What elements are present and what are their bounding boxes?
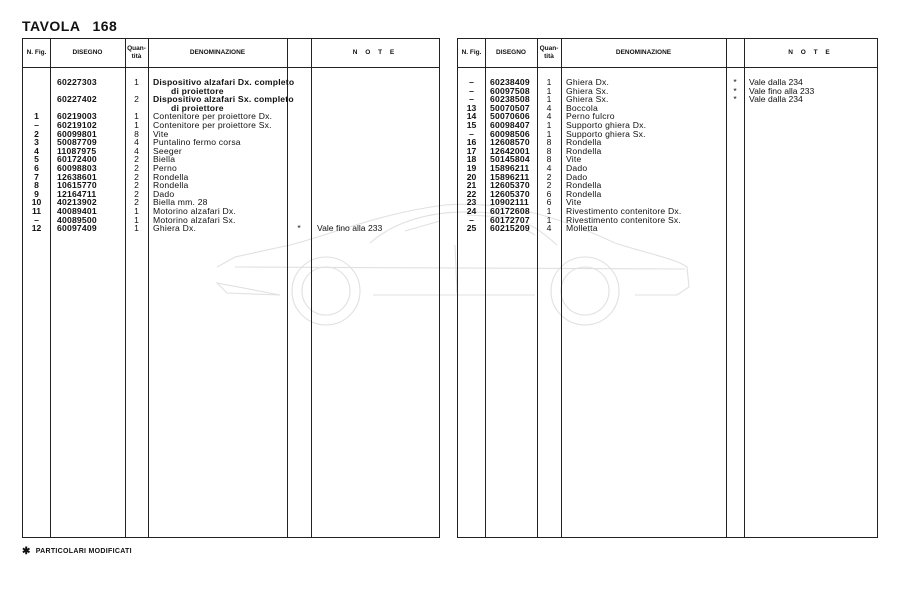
quantity: 1 — [134, 111, 139, 122]
part-number: 10902111 — [490, 197, 529, 208]
part-description: Rivestimento contenitore Dx. — [566, 205, 682, 216]
part-description: Ghiera Dx. — [566, 77, 610, 87]
quantity: 8 — [546, 137, 552, 148]
part-description: Vite — [566, 154, 582, 165]
quantity: 2 — [134, 180, 139, 191]
part-number: 60098506 — [490, 128, 530, 139]
quantity: 1 — [134, 205, 139, 216]
part-number: 11087975 — [57, 145, 97, 156]
part-description: Biella — [153, 154, 176, 165]
part-description: Rondella — [153, 171, 189, 182]
part-number: 50070507 — [490, 102, 530, 113]
note-text: Vale fino alla 233 — [749, 85, 815, 96]
part-number: 15896211 — [490, 162, 530, 173]
part-description: Motorino alzafari Sx. — [153, 214, 236, 225]
part-number: 40089500 — [57, 214, 97, 225]
part-description: Rondella — [566, 188, 602, 199]
part-number: 60238508 — [490, 94, 530, 105]
modified-star-icon: ✱ — [22, 546, 31, 557]
quantity: 1 — [134, 77, 139, 87]
header-disegno: DISEGNO — [496, 49, 526, 56]
header-fig: N. Fig. — [461, 49, 482, 56]
quantity: 2 — [134, 188, 139, 199]
part-number: 12605370 — [490, 180, 530, 191]
part-number: 50145804 — [490, 154, 530, 165]
part-description: Dado — [153, 188, 175, 199]
quantity: 6 — [546, 188, 552, 199]
quantity: 1 — [546, 205, 552, 216]
quantity: 4 — [546, 162, 552, 173]
part-number: 60219003 — [57, 111, 97, 122]
part-number: 60098803 — [57, 162, 97, 173]
part-number: 12164711 — [57, 188, 97, 199]
part-number: 60099801 — [57, 128, 97, 139]
part-number: 60227303 — [57, 77, 97, 87]
quantity: 4 — [546, 111, 552, 122]
quantity: 2 — [134, 171, 139, 182]
fig-number: 24 — [466, 205, 477, 216]
note-text: Vale dalla 234 — [749, 77, 803, 87]
footer-legend — [22, 546, 132, 557]
part-description: Molletta — [566, 223, 598, 234]
table-row — [458, 224, 877, 233]
part-description: Biella mm. 28 — [153, 197, 208, 208]
part-description: Puntalino fermo corsa — [153, 137, 241, 148]
quantity: 4 — [134, 145, 139, 156]
part-number: 60238409 — [490, 77, 530, 87]
fig-number: 13 — [466, 102, 477, 113]
quantity: 8 — [134, 128, 139, 139]
part-description: Dispositivo alzafari Dx. completo — [153, 77, 295, 87]
fig-number: 12 — [31, 223, 42, 234]
part-description: Perno — [153, 162, 177, 173]
fig-number: 9 — [34, 188, 39, 199]
quantity: 1 — [546, 214, 552, 225]
header-qty: Quan-tità — [127, 45, 146, 60]
part-number: 50070606 — [490, 111, 530, 122]
quantity: 2 — [546, 180, 552, 191]
part-description: Rivestimento contenitore Sx. — [566, 214, 681, 225]
part-description: Motorino alzafari Dx. — [153, 205, 237, 216]
fig-number: 4 — [34, 145, 39, 156]
fig-number: 5 — [34, 154, 39, 165]
note-text: Vale dalla 234 — [749, 94, 803, 105]
part-number: 60227402 — [57, 94, 97, 105]
quantity: 1 — [546, 85, 552, 96]
quantity: 1 — [546, 119, 552, 130]
fig-number: 11 — [31, 205, 42, 216]
quantity: 4 — [546, 223, 552, 234]
fig-number: 22 — [466, 188, 477, 199]
part-number: 60097508 — [490, 85, 530, 96]
part-number: 60098407 — [490, 119, 530, 130]
quantity: 8 — [546, 145, 552, 156]
modified-star-icon: * — [297, 223, 301, 234]
quantity: 6 — [546, 197, 552, 208]
part-description: Rondella — [566, 137, 602, 148]
fig-number: – — [34, 214, 39, 225]
part-description: Ghiera Dx. — [153, 223, 197, 234]
quantity: 1 — [134, 214, 139, 225]
part-description: Contenitore per proiettore Sx. — [153, 119, 272, 130]
fig-number: 7 — [34, 171, 39, 182]
quantity: 2 — [134, 94, 139, 105]
part-description: Dado — [566, 162, 588, 173]
modified-star-icon: * — [733, 94, 737, 105]
quantity: 2 — [134, 197, 139, 208]
part-description: Rondella — [566, 180, 602, 191]
part-description: Supporto ghiera Dx. — [566, 119, 647, 130]
part-description: Boccola — [566, 102, 598, 113]
quantity: 2 — [546, 171, 552, 182]
part-number: 60172608 — [490, 205, 530, 216]
fig-number: 6 — [34, 162, 39, 173]
part-number: 60172400 — [57, 154, 97, 165]
fig-number: 15 — [466, 119, 477, 130]
quantity: 4 — [134, 137, 139, 148]
part-description: Dispositivo alzafari Sx. completo — [153, 94, 294, 105]
part-description: Ghiera Sx. — [566, 94, 609, 105]
part-number: 10615770 — [57, 180, 97, 191]
fig-number: 21 — [466, 180, 477, 191]
part-description: Perno fulcro — [566, 111, 615, 122]
quantity: 1 — [134, 223, 139, 234]
part-number: 12642001 — [490, 145, 530, 156]
rows-left — [23, 78, 439, 233]
fig-number: 1 — [34, 111, 39, 122]
tavola-number: 168 — [92, 18, 118, 34]
part-description: Vite — [566, 197, 582, 208]
quantity: 1 — [546, 77, 552, 87]
footer-text: PARTICOLARI MODIFICATI — [35, 548, 132, 555]
part-description: Rondella — [153, 180, 189, 191]
fig-number: – — [469, 214, 474, 225]
rows-right — [458, 78, 877, 233]
quantity: 8 — [546, 154, 552, 165]
part-number: 60172707 — [490, 214, 530, 225]
part-description: Seeger — [153, 145, 182, 156]
part-number: 15896211 — [490, 171, 530, 182]
header-qty: Quan-tità — [539, 45, 559, 60]
fig-number: 3 — [34, 137, 39, 148]
part-description: Dado — [566, 171, 588, 182]
fig-number: – — [469, 94, 474, 105]
fig-number: 19 — [466, 162, 477, 173]
part-number: 12605370 — [490, 188, 530, 199]
fig-number: 17 — [466, 145, 477, 156]
fig-number: 14 — [466, 111, 477, 122]
part-description: di proiettore — [171, 102, 224, 113]
quantity: 2 — [134, 154, 139, 165]
part-number: 50087709 — [57, 137, 97, 148]
header-note: N O T E — [788, 49, 833, 56]
parts-table-left — [22, 38, 440, 538]
modified-star-icon: * — [733, 77, 737, 87]
quantity: 1 — [546, 128, 552, 139]
table-row — [23, 78, 439, 87]
fig-number: 2 — [34, 128, 39, 139]
part-number: 60097409 — [57, 223, 97, 234]
modified-star-icon: * — [733, 85, 737, 96]
quantity: 1 — [546, 94, 552, 105]
quantity: 2 — [134, 162, 139, 173]
part-number: 12608570 — [490, 137, 530, 148]
part-description: Contenitore per proiettore Dx. — [153, 111, 273, 122]
part-number: 60215209 — [490, 223, 530, 234]
quantity: 1 — [134, 119, 139, 130]
part-description: Vite — [153, 128, 169, 139]
part-number: 40213902 — [57, 197, 97, 208]
part-description: di proiettore — [171, 85, 224, 96]
fig-number: 23 — [466, 197, 477, 208]
part-description: Ghiera Sx. — [566, 85, 609, 96]
part-number: 40089401 — [57, 205, 97, 216]
table-row — [23, 224, 439, 233]
fig-number: 10 — [31, 197, 42, 208]
fig-number: – — [469, 77, 474, 87]
fig-number: – — [34, 119, 39, 130]
fig-number: 20 — [466, 171, 477, 182]
header-note: N O T E — [352, 49, 398, 56]
fig-number: – — [469, 128, 474, 139]
fig-number: – — [469, 85, 474, 96]
fig-number: 16 — [466, 137, 477, 148]
part-number: 60219102 — [57, 119, 97, 130]
tavola-label: TAVOLA — [22, 18, 81, 34]
table-row — [23, 95, 439, 104]
fig-number: 18 — [466, 154, 477, 165]
parts-table-right — [457, 38, 878, 538]
note-text: Vale fino alla 233 — [317, 223, 383, 234]
page-title — [22, 18, 117, 34]
quantity: 4 — [546, 102, 552, 113]
fig-number: 8 — [34, 180, 39, 191]
fig-number: 25 — [466, 223, 477, 234]
header-denominazione: DENOMINAZIONE — [189, 49, 246, 56]
part-number: 12638601 — [57, 171, 97, 182]
header-fig: N. Fig. — [26, 49, 47, 56]
header-disegno: DISEGNO — [72, 49, 103, 56]
part-description: Rondella — [566, 145, 602, 156]
part-description: Supporto ghiera Sx. — [566, 128, 646, 139]
header-denominazione: DENOMINAZIONE — [615, 49, 672, 56]
